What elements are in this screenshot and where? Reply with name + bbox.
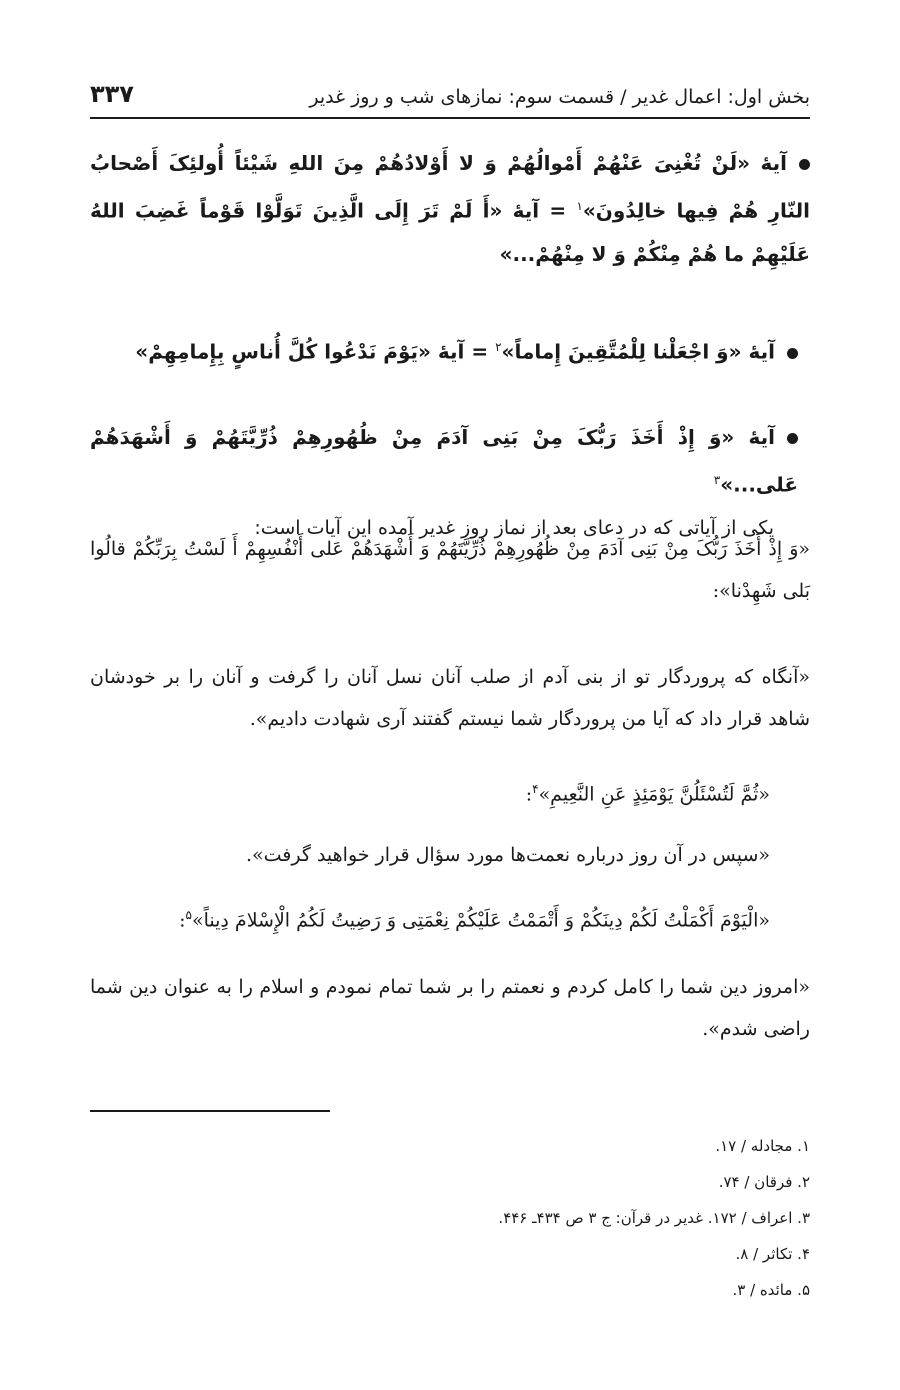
colon: : xyxy=(525,783,533,806)
verse-translation: «سپس در آن روز درباره نعمت‌ها مورد سؤال قرار خواهید گرفت». xyxy=(245,844,770,866)
bullet-dot-icon xyxy=(799,159,810,170)
bullet-item xyxy=(90,142,810,276)
book-page xyxy=(90,0,810,1390)
page-header xyxy=(90,68,810,108)
footnote-rule xyxy=(90,1110,330,1112)
verse-translation: «امروز دین شما را کامل کردم و نعمتم را بر شما تمام نمودم و اسلام را به عنوان دین شما راضی شدم». xyxy=(90,976,810,1040)
verse-text: «الْیَوْمَ أَکْمَلْتُ لَکُمْ دِینَکُمْ وَ أَتْمَمْتُ عَلَیْکُمْ نِعْمَتِی وَ رَضِیتُ لَکُمُ الْإِسْلامَ دِیناً» xyxy=(192,909,770,932)
header-rule xyxy=(90,117,810,119)
verse-text: «ثُمَّ لَتُسْئَلُنَّ یَوْمَئِذٍ عَنِ النَّعِیمِ» xyxy=(538,783,770,806)
colon: : xyxy=(179,909,186,932)
page-number: ۳۳۷ xyxy=(90,80,134,108)
bullet-text-continued: = آیهٔ «یَوْمَ نَدْعُوا کُلَّ أُناسٍ بِإِمامِهِمْ» xyxy=(135,339,496,364)
footnote-ref[interactable]: ۱ xyxy=(576,199,583,213)
bullet-dot-icon xyxy=(787,348,798,359)
footnotes xyxy=(90,1128,810,1308)
footnote-ref[interactable]: ۵ xyxy=(185,908,192,922)
footnote-ref[interactable]: ۳ xyxy=(713,473,721,487)
quran-verse-arabic: «وَ إِذْ أَخَذَ رَبُّکَ مِنْ بَنِی آدَمَ مِنْ ظُهُورِهِمْ ذُرِّیَّتَهُمْ وَ أَشْهَدَهُمْ عَلی أَنْفُسِهِمْ أَ لَسْتُ بِرَبِّکُمْ قالُوا بَلی شَهِدْنا»: xyxy=(90,538,810,602)
bullet-text-continued: = آیهٔ «أَ لَمْ تَرَ إِلَی الَّذِینَ تَوَلَّوْا قَوْماً غَضِبَ اللهُ عَلَیْهِمْ ما هُمْ مِنْکُمْ وَ لا مِنْهُمْ...» xyxy=(90,198,810,266)
footnote-item: ۲. فرقان / ۷۴. xyxy=(718,1173,810,1191)
bullet-text: آیهٔ «وَ اجْعَلْنا لِلْمُتَّقِینَ إِماماً» xyxy=(501,339,775,364)
footnote-item: ۳. اعراف / ۱۷۲. غدیر در قرآن: ج ۳ ص ۴۳۴ـ ۴۴۶. xyxy=(498,1209,810,1227)
footnote-item: ۱. مجادله / ۱۷. xyxy=(715,1137,810,1155)
quran-verse-arabic xyxy=(90,768,770,815)
verse-translation: «آنگاه که پروردگار تو از بنی آدم از صلب آنان نسل آنان را گرفت و آنان را بر خودشان شاهد قرار داد که آیا من پروردگار شما نیستم گفتند آری شهادت دادیم». xyxy=(90,666,810,730)
running-title: بخش اول: اعمال غدیر / قسمت سوم: نمازهای شب و روز غدیر xyxy=(309,86,810,108)
bullet-dot-icon xyxy=(787,433,798,444)
bullet-item xyxy=(90,326,798,374)
bullet-text: آیهٔ «وَ إِذْ أَخَذَ رَبُّکَ مِنْ بَنِی آدَمَ مِنْ ظُهُورِهِمْ ذُرِّیَّتَهُمْ وَ أَشْهَدَهُمْ عَلی...» xyxy=(90,425,798,497)
footnote-ref[interactable]: ۲ xyxy=(495,340,502,354)
footnote-item: ۵. مائده / ۳. xyxy=(732,1281,810,1299)
footnote-item: ۴. تکاثر / ۸. xyxy=(735,1245,810,1263)
bullet-text: آیهٔ «لَنْ تُغْنِیَ عَنْهُمْ أَمْوالُهُمْ وَ لا أَوْلادُهُمْ مِنَ اللهِ شَیْئاً أُولئِکَ أَصْحابُ النّارِ هُمْ فِیها خالِدُونَ» xyxy=(90,151,811,223)
bullet-subtext: یکی از آیاتی که در دعای بعد از نماز روز غدیر آمده این آیات است: xyxy=(254,516,774,539)
quran-verse-arabic xyxy=(90,894,770,941)
footnote-ref[interactable]: ۴ xyxy=(532,782,539,796)
